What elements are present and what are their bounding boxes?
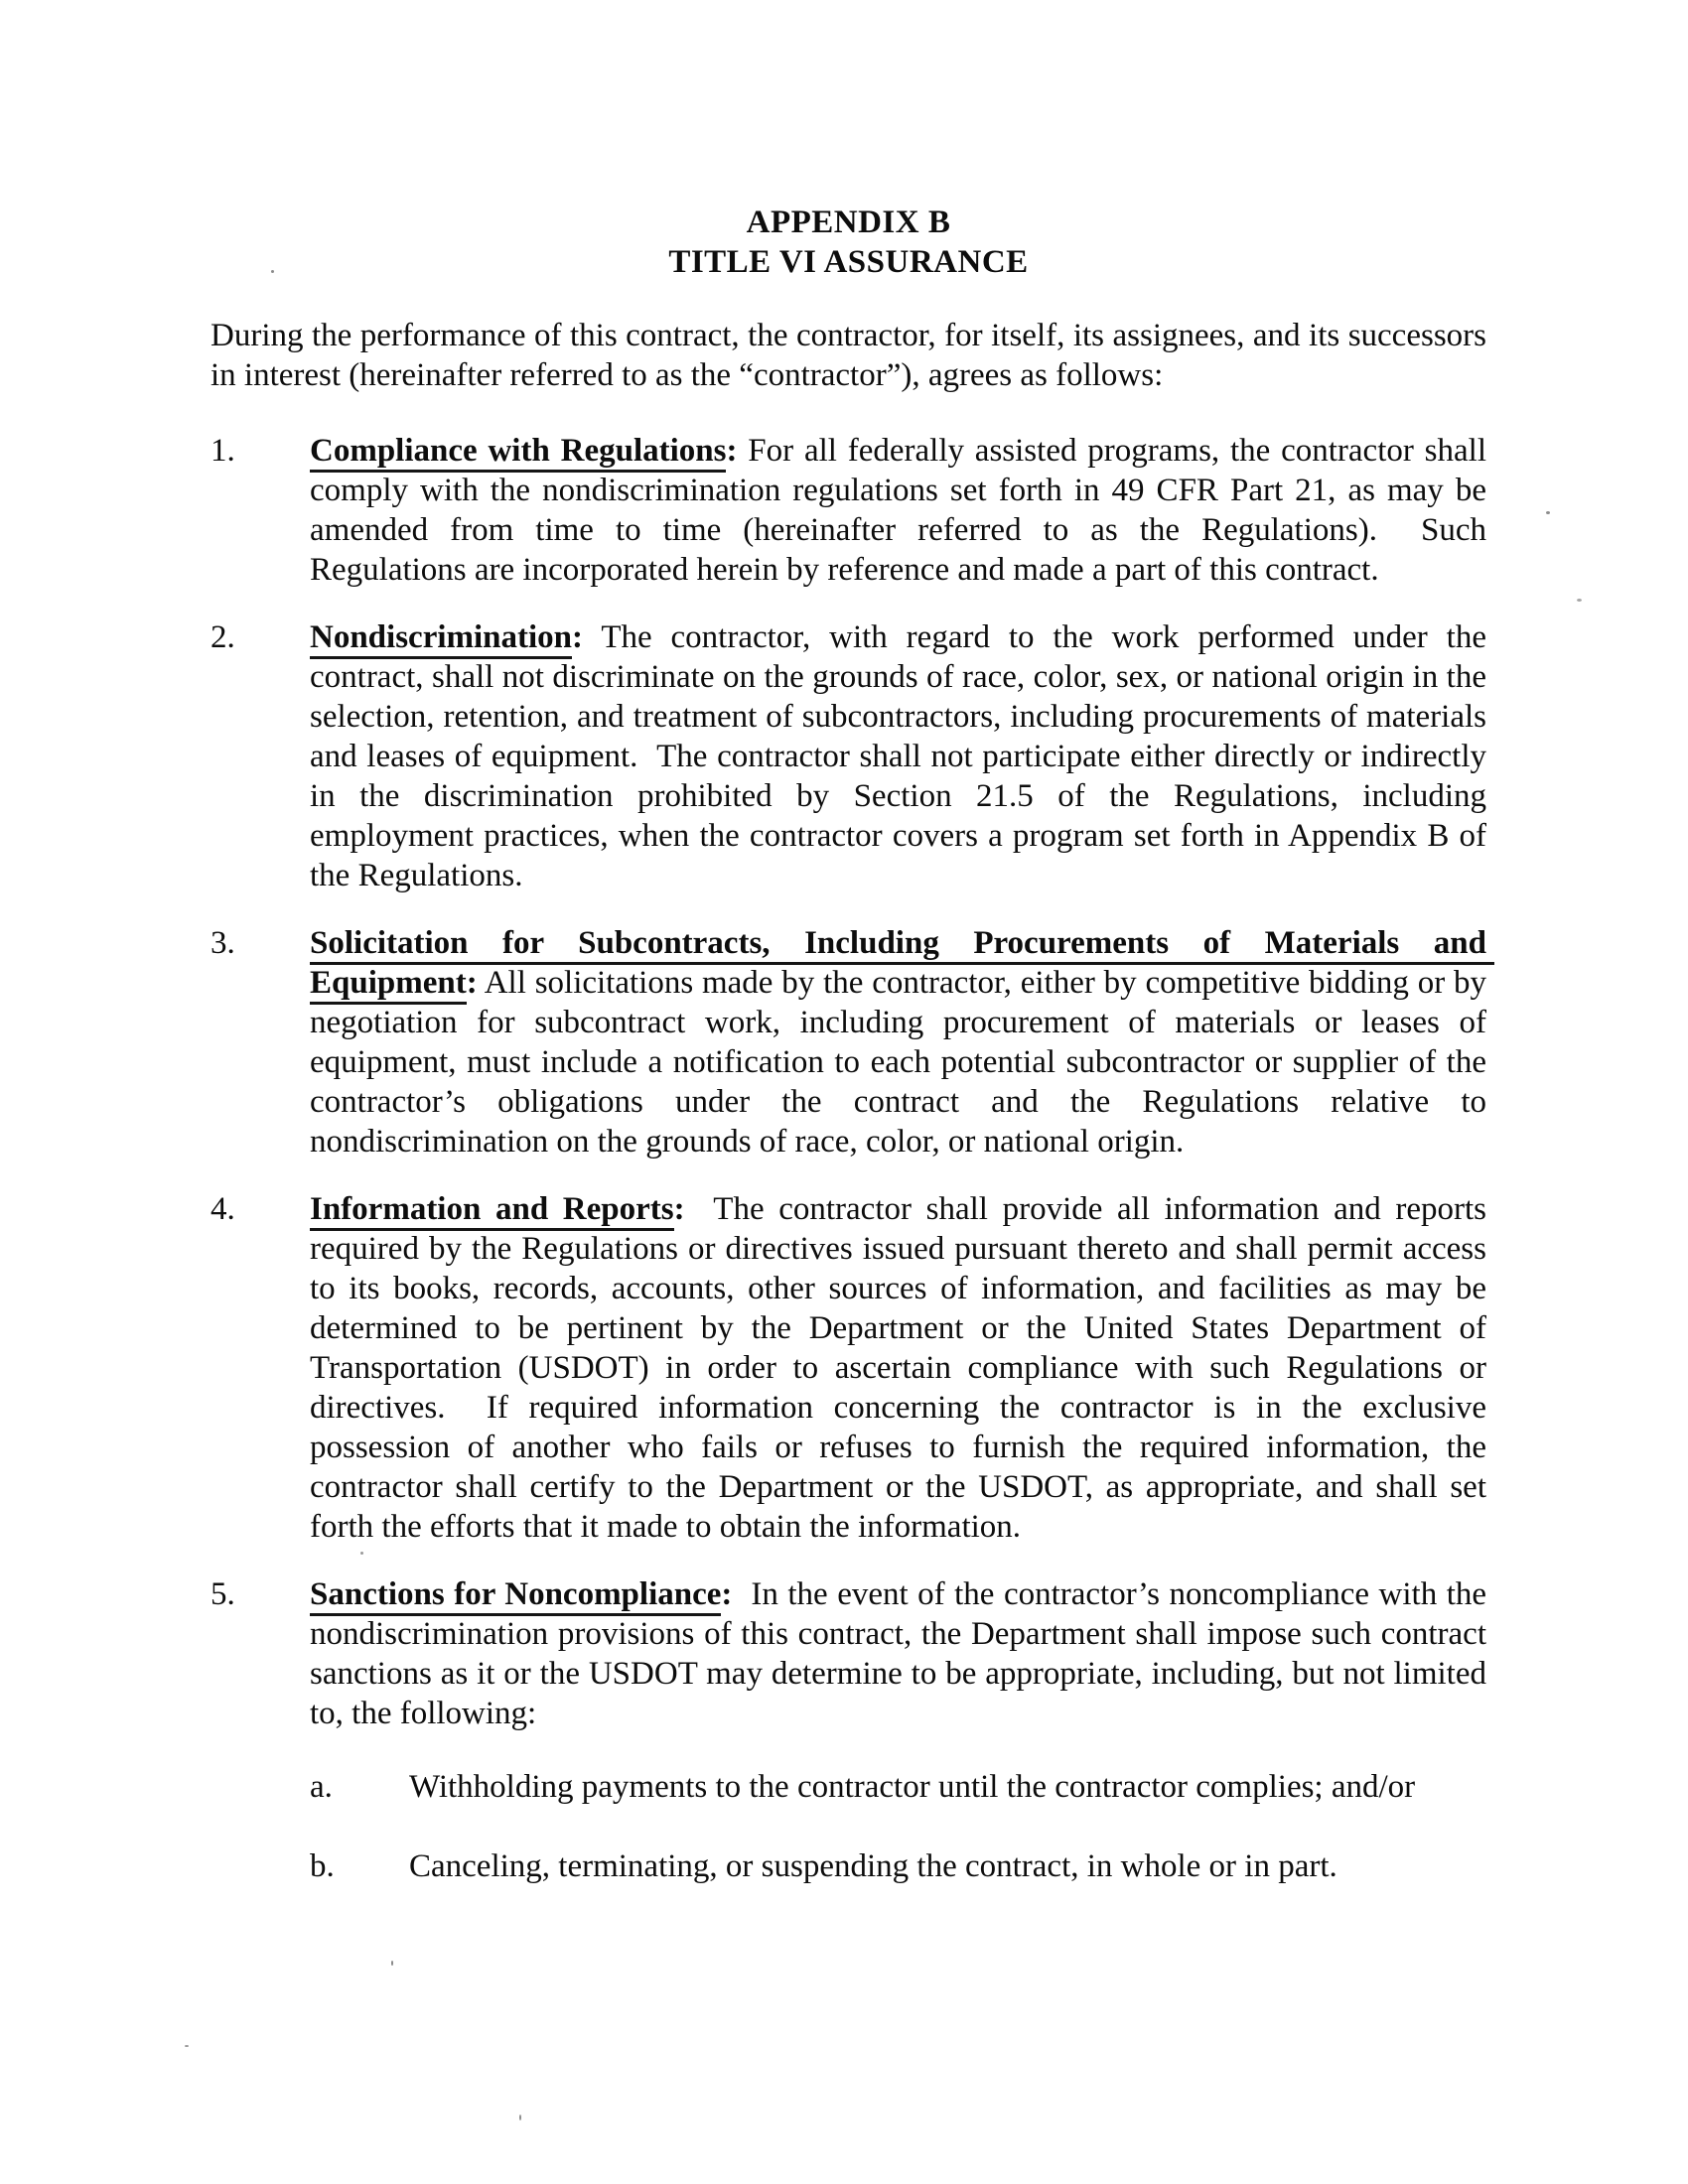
section-3-body: All solicitations made by the contractor, either by competitive bidding or by negotiation for subcontract work, including procurement of materials or leases of equipment, must include a notification to each potential subcontractor or supplier of the contractor’s obligations under the contract and the Regulations relative to nondiscrimination on the grounds of race, color, or national origin. (310, 965, 1495, 1160)
intro-paragraph: During the performance of this contract, the contractor, for itself, its assignees, and its successors in interest (hereinafter referred to as the “contractor”), agrees as follows: (211, 318, 1495, 393)
section-1-number: 1. (211, 433, 235, 469)
subitem-b-label: b. (310, 1848, 335, 1884)
section-1-paragraph (310, 431, 1495, 590)
section-5-paragraph (310, 1574, 1495, 1733)
section-1-heading: Compliance with Regulations (310, 433, 726, 473)
section-5 (211, 1574, 1495, 1886)
scan-speck (519, 2115, 521, 2120)
section-5-text-column (310, 1574, 1495, 1886)
section-4-paragraph (310, 1189, 1495, 1547)
subitem-b-text: Canceling, terminating, or suspending the contract, in whole or in part. (409, 1848, 1337, 1884)
section-1-text-column (310, 431, 1495, 590)
section-3-heading: Solicitation for Subcontracts, Including Procurements of Materials and Equipment (310, 925, 1494, 1005)
section-3-number: 3. (211, 925, 235, 961)
scan-speck (1546, 511, 1550, 514)
section-4-text-column (310, 1189, 1495, 1547)
subitem-a-label: a. (310, 1769, 333, 1805)
section-2-heading-colon: : (572, 619, 584, 655)
section-3-paragraph (310, 923, 1495, 1161)
section-2-paragraph (310, 617, 1495, 895)
section-1-body: For all federally assisted programs, the contractor shall comply with the nondiscrimination regulations set forth in 49 CFR Part 21, as may be amended from time to time (hereinafter referred to as the Regulations). Such Regulations are incorporated herein by reference and made a part of this contract. (310, 433, 1495, 588)
scan-speck (185, 2045, 189, 2047)
document-title-block (211, 203, 1486, 282)
section-2-heading: Nondiscrimination (310, 619, 572, 659)
page-title-line-1: APPENDIX B (746, 205, 951, 240)
document-content (211, 203, 1495, 1914)
subitem-a (310, 1767, 1486, 1807)
section-4-heading-colon: : (673, 1191, 685, 1227)
section-5-body: In the event of the contractor’s noncompliance with the nondiscrimination provisions of this contract, the Department shall impose such contract sanctions as it or the USDOT may determine to be appropriate, including, but not limited to, the following: (310, 1576, 1495, 1731)
section-2-number: 2. (211, 619, 235, 655)
section-2-body: The contractor, with regard to the work performed under the contract, shall not discriminate on the grounds of race, color, sex, or national origin in the selection, retention, and treatment of subcontractors, including procurements of materials and leases of equipment. The contractor shall not participate either directly or indirectly in the discrimination prohibited by Section 21.5 of the Regulations, including employment practices, when the contractor covers a program set forth in Appendix B of the Regulations. (310, 619, 1495, 893)
subitem-b (310, 1846, 1486, 1886)
section-5-heading: Sanctions for Noncompliance (310, 1576, 721, 1616)
section-1-heading-colon: : (726, 433, 738, 469)
section-5-number: 5. (211, 1576, 235, 1612)
scan-speck (391, 1961, 393, 1966)
page-title-line-2: TITLE VI ASSURANCE (668, 244, 1029, 280)
section-2-text-column (310, 617, 1495, 895)
section-4-number: 4. (211, 1191, 235, 1227)
section-3-text-column (310, 923, 1495, 1161)
section-5-heading-colon: : (721, 1576, 733, 1612)
section-3-heading-colon: : (466, 965, 478, 1001)
scan-speck (271, 270, 274, 273)
subitem-a-text: Withholding payments to the contractor until the contractor complies; and/or (409, 1769, 1416, 1805)
section-4-body: The contractor shall provide all information and reports required by the Regulations or directives issued pursuant thereto and shall permit access to its books, records, accounts, other sources of information, and facilities as may be determined to be pertinent by the Department or the United States Department of Transportation (USDOT) in order to ascertain compliance with such Regulations or directives. If required information concerning the contractor is in the exclusive possession of another who fails or refuses to furnish the required information, the contractor shall certify to the Department or the USDOT, as appropriate, and shall set forth the efforts that it made to obtain the information. (310, 1191, 1495, 1545)
section-4 (211, 1189, 1495, 1547)
section-4-heading: Information and Reports (310, 1191, 674, 1231)
scan-speck (1577, 599, 1582, 602)
section-3 (211, 923, 1495, 1161)
section-1 (211, 431, 1495, 590)
section-2 (211, 617, 1495, 895)
scan-speck (360, 1552, 363, 1555)
